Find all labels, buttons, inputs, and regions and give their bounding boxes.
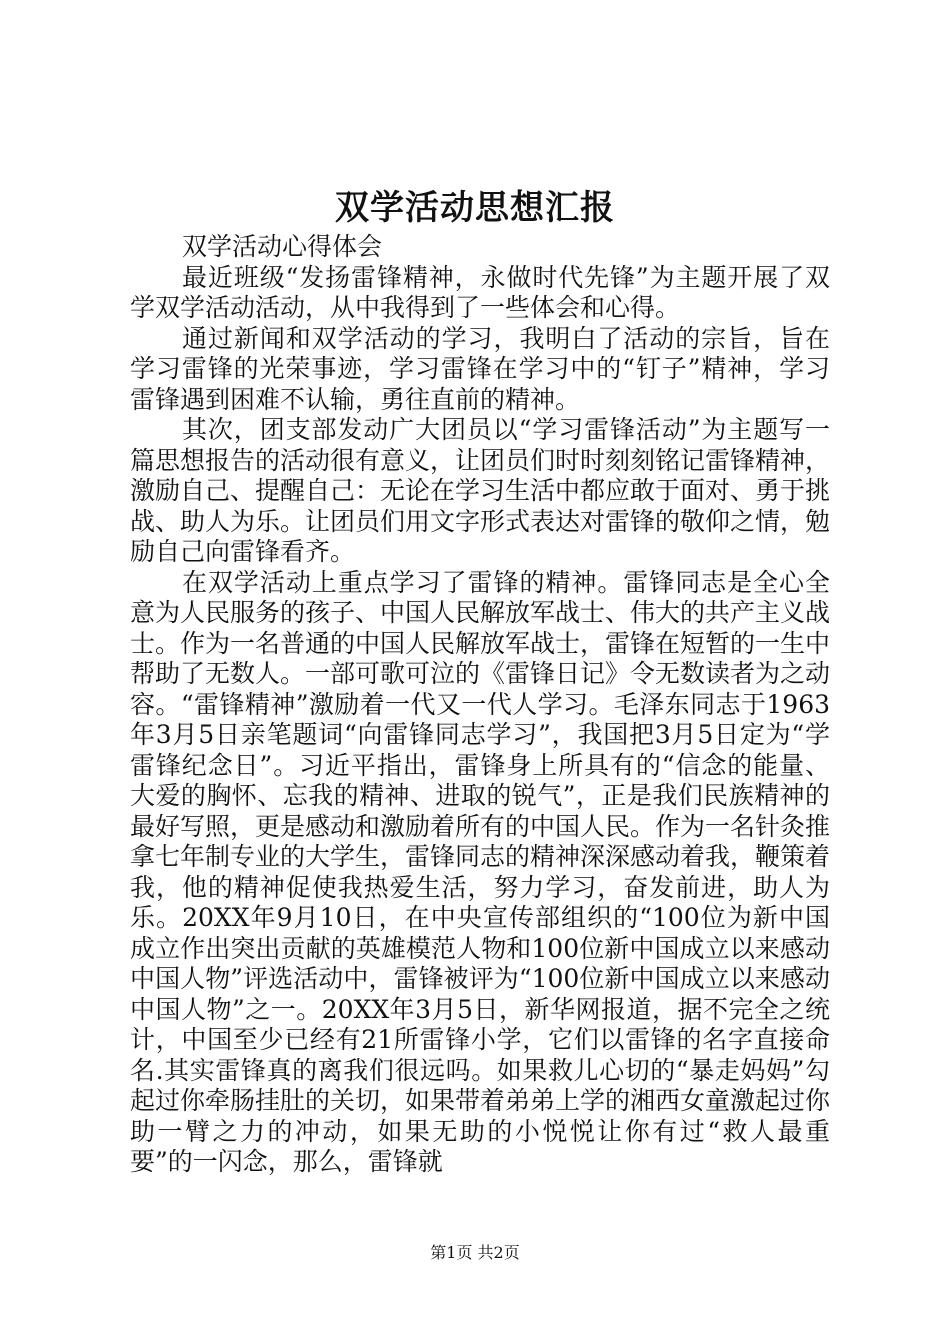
paragraph: 通过新闻和双学活动的学习，我明白了活动的宗旨，旨在学习雷锋的光荣事迹，学习雷锋在学习中的“钉子”精神，学习雷锋遇到困难不认输，勇往直前的精神。 <box>130 323 830 414</box>
document-body <box>130 232 830 1178</box>
paragraph: 其次，团支部发动广大团员以“学习雷锋活动”为主题写一篇思想报告的活动很有意义，让团员们时时刻刻铭记雷锋精神，激励自己、提醒自己：无论在学习生活中都应敢于面对、勇于挑战、助人为乐。让团员们用文字形式表达对雷锋的敬仰之情，勉励自己向雷锋看齐。 <box>130 415 831 566</box>
page-indicator: 第1页 共2页 <box>430 1243 520 1262</box>
paragraph-heading: 双学活动心得体会 <box>182 232 383 261</box>
paragraph: 在双学活动上重点学习了雷锋的精神。雷锋同志是全心全意为人民服务的孩子、中国人民解放军战士、伟大的共产主义战士。作为一名普通的中国人民解放军战士，雷锋在短暂的一生中帮助了无数人。一部可歌可泣的《雷锋日记》令无数读者为之动容。“雷锋精神”激励着一代又一代人学习。毛泽东同志于1963年3月5日亲笔题词“向雷锋同志学习”，我国把3月5日定为“学雷锋纪念日”。习近平指出，雷锋身上所具有的“信念的能量、大爱的胸怀、忘我的精神、进取的锐气”，正是我们民族精神的最好写照，更是感动和激励着所有的中国人民。作为一名针灸推拿七年制专业的大学生，雷锋同志的精神深深感动着我，鞭策着我，他的精神促使我热爱生活，努力学习，奋发前进，助人为乐。20XX年9月10日，在中央宣传部组织的“100位为新中国成立作出突出贡献的英雄模范人物和100位新中国成立以来感动中国人物”评选活动中，雷锋被评为“100位新中国成立以来感动中国人物”之一。20XX年3月5日，新华网报道，据不完全之统计，中国至少已经有21所雷锋小学，它们以雷锋的名字直接命名.其实雷锋真的离我们很远吗。如果救儿心切的“暴走妈妈”勾起过你牵肠挂肚的关切，如果带着弟弟上学的湘西女童激起过你助一臂之力的冲动，如果无助的小悦悦让你有过“救人最重要”的一闪念，那么，雷锋就 <box>130 567 831 1176</box>
paragraph: 最近班级“发扬雷锋精神，永做时代先锋”为主题开展了双学双学活动活动，从中我得到了一些体会和心得。 <box>130 262 830 322</box>
document-title: 双学活动思想汇报 <box>335 188 615 228</box>
